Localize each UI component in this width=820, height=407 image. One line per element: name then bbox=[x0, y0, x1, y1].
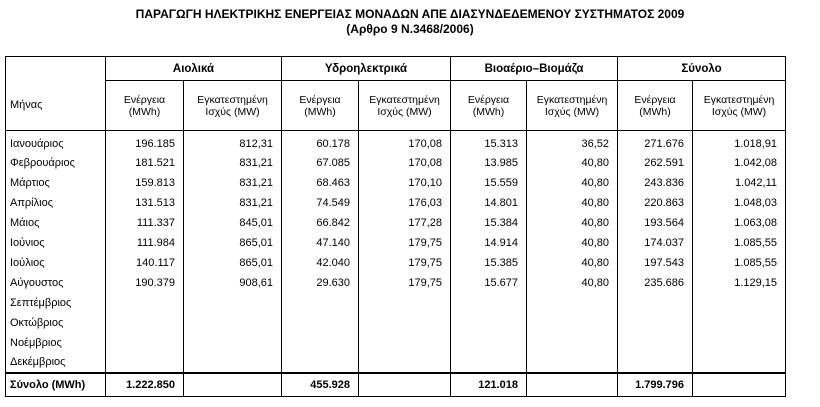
value-cell: 179,75 bbox=[359, 253, 451, 273]
value-cell: 1.085,55 bbox=[693, 253, 786, 273]
total-row bbox=[6, 373, 786, 397]
month-cell: Νοέμβριος bbox=[6, 333, 106, 353]
header-line: (MWh) bbox=[128, 105, 161, 118]
value-cell: 40,80 bbox=[527, 173, 618, 193]
value-cell bbox=[359, 353, 451, 373]
month-cell: Ιούλιος bbox=[6, 253, 106, 273]
month-cell: Σεπτέμβριος bbox=[6, 293, 106, 313]
value-cell: 13.985 bbox=[451, 153, 527, 173]
value-cell bbox=[282, 313, 359, 333]
value-cell: 15.677 bbox=[451, 273, 527, 293]
value-cell: 14.801 bbox=[451, 193, 527, 213]
table-row bbox=[6, 213, 786, 233]
value-cell: 40,80 bbox=[527, 253, 618, 273]
value-cell: 159.813 bbox=[106, 173, 184, 193]
header-line: Ισχύς (MW) bbox=[711, 105, 767, 118]
value-cell bbox=[359, 313, 451, 333]
sub-header-row bbox=[6, 81, 786, 131]
value-cell: 42.040 bbox=[282, 253, 359, 273]
value-cell bbox=[618, 293, 693, 313]
total-value-cell: 1.222.850 bbox=[106, 373, 184, 397]
group-header-hydro: Υδροηλεκτρικά bbox=[282, 57, 451, 81]
value-cell: 67.085 bbox=[282, 153, 359, 173]
header-line: Εγκατεστημένη bbox=[197, 93, 268, 106]
installed-power-mw-header bbox=[693, 81, 786, 131]
value-cell: 179,75 bbox=[359, 233, 451, 253]
energy-mwh-header bbox=[106, 81, 184, 131]
value-cell: 170,08 bbox=[359, 153, 451, 173]
value-cell bbox=[184, 293, 282, 313]
value-cell bbox=[451, 333, 527, 353]
value-cell: 220.863 bbox=[618, 193, 693, 213]
header-line: Ενέργεια bbox=[634, 93, 676, 106]
value-cell: 60.178 bbox=[282, 131, 359, 153]
value-cell: 15.313 bbox=[451, 131, 527, 153]
table-row bbox=[6, 293, 786, 313]
value-cell: 74.549 bbox=[282, 193, 359, 213]
month-cell: Αύγουστος bbox=[6, 273, 106, 293]
value-cell bbox=[527, 333, 618, 353]
value-cell bbox=[693, 333, 786, 353]
header-line: Εγκατεστημένη bbox=[369, 93, 440, 106]
group-header-wind: Αιολικά bbox=[106, 57, 282, 81]
value-cell: 243.836 bbox=[618, 173, 693, 193]
value-cell bbox=[282, 333, 359, 353]
table-row bbox=[6, 193, 786, 213]
header-line: (MWh) bbox=[639, 105, 671, 118]
table-row bbox=[6, 153, 786, 173]
installed-power-mw-header bbox=[184, 81, 282, 131]
value-cell: 865,01 bbox=[184, 253, 282, 273]
value-cell: 40,80 bbox=[527, 273, 618, 293]
empty-corner-cell bbox=[6, 57, 106, 81]
report-subtitle: (Αρθρο 9 Ν.3468/2006) bbox=[346, 22, 474, 36]
total-value-cell: 455.928 bbox=[282, 373, 359, 397]
value-cell bbox=[527, 313, 618, 333]
value-cell: 908,61 bbox=[184, 273, 282, 293]
value-cell bbox=[184, 333, 282, 353]
header-line: (MWh) bbox=[304, 105, 336, 118]
value-cell bbox=[106, 333, 184, 353]
header-line: Ισχύς (MW) bbox=[377, 105, 432, 118]
table-row bbox=[6, 233, 786, 253]
value-cell: 15.559 bbox=[451, 173, 527, 193]
value-cell bbox=[693, 293, 786, 313]
value-cell bbox=[618, 313, 693, 333]
group-header-biogas: Βιοαέριο–Βιομάζα bbox=[451, 57, 618, 81]
header-line: Ενέργεια bbox=[467, 93, 510, 106]
value-cell: 1.129,15 bbox=[693, 273, 786, 293]
value-cell bbox=[451, 313, 527, 333]
value-cell: 111.984 bbox=[106, 233, 184, 253]
value-cell: 29.630 bbox=[282, 273, 359, 293]
value-cell bbox=[618, 333, 693, 353]
value-cell: 131.513 bbox=[106, 193, 184, 213]
value-cell: 40,80 bbox=[527, 233, 618, 253]
value-cell bbox=[359, 293, 451, 313]
table-row bbox=[6, 253, 786, 273]
value-cell bbox=[451, 293, 527, 313]
value-cell bbox=[282, 353, 359, 373]
value-cell bbox=[618, 353, 693, 373]
value-cell: 176,03 bbox=[359, 193, 451, 213]
header-line: (MWh) bbox=[472, 105, 505, 118]
month-cell: Ιανουάριος bbox=[6, 131, 106, 153]
value-cell: 193.564 bbox=[618, 213, 693, 233]
value-cell: 174.037 bbox=[618, 233, 693, 253]
value-cell: 262.591 bbox=[618, 153, 693, 173]
total-label: Σύνολο (MWh) bbox=[6, 373, 106, 397]
report-title: ΠΑΡΑΓΩΓΗ ΗΛΕΚΤΡΙΚΗΣ ΕΝΕΡΓΕΙΑΣ ΜΟΝΑΔΩΝ ΑΠΕ ΔΙΑΣΥΝΔΕΔΕΜΕΝΟΥ ΣΥΣΤΗΜΑΤΟΣ 2009 bbox=[135, 7, 685, 21]
value-cell: 170,08 bbox=[359, 131, 451, 153]
value-cell: 40,80 bbox=[527, 153, 618, 173]
total-value-cell: 121.018 bbox=[451, 373, 527, 397]
value-cell: 181.521 bbox=[106, 153, 184, 173]
total-value-cell bbox=[527, 373, 618, 397]
total-value-cell bbox=[359, 373, 451, 397]
installed-power-mw-header bbox=[359, 81, 451, 131]
production-table bbox=[5, 56, 786, 397]
energy-mwh-header bbox=[282, 81, 359, 131]
value-cell: 15.384 bbox=[451, 213, 527, 233]
table-row bbox=[6, 353, 786, 373]
value-cell: 1.042,11 bbox=[693, 173, 786, 193]
installed-power-mw-header bbox=[527, 81, 618, 131]
month-cell: Μάρτιος bbox=[6, 173, 106, 193]
table-row bbox=[6, 131, 786, 153]
group-header-total: Σύνολο bbox=[618, 57, 786, 81]
value-cell: 179,75 bbox=[359, 273, 451, 293]
value-cell: 196.185 bbox=[106, 131, 184, 153]
total-value-cell bbox=[184, 373, 282, 397]
value-cell: 1.085,55 bbox=[693, 233, 786, 253]
value-cell: 831,21 bbox=[184, 153, 282, 173]
value-cell: 36,52 bbox=[527, 131, 618, 153]
value-cell: 177,28 bbox=[359, 213, 451, 233]
value-cell: 111.337 bbox=[106, 213, 184, 233]
month-cell: Φεβρουάριος bbox=[6, 153, 106, 173]
value-cell: 865,01 bbox=[184, 233, 282, 253]
value-cell: 235.686 bbox=[618, 273, 693, 293]
value-cell: 1.042,08 bbox=[693, 153, 786, 173]
value-cell: 14.914 bbox=[451, 233, 527, 253]
table-row bbox=[6, 173, 786, 193]
energy-mwh-header bbox=[618, 81, 693, 131]
energy-mwh-header bbox=[451, 81, 527, 131]
header-line: Ενέργεια bbox=[123, 93, 166, 106]
value-cell bbox=[106, 293, 184, 313]
table-row bbox=[6, 333, 786, 353]
header-line: Ισχύς (MW) bbox=[544, 105, 600, 118]
value-cell: 271.676 bbox=[618, 131, 693, 153]
value-cell: 197.543 bbox=[618, 253, 693, 273]
value-cell bbox=[451, 353, 527, 373]
value-cell: 190.379 bbox=[106, 273, 184, 293]
value-cell bbox=[282, 293, 359, 313]
value-cell: 40,80 bbox=[527, 193, 618, 213]
value-cell bbox=[527, 293, 618, 313]
value-cell: 1.063,08 bbox=[693, 213, 786, 233]
value-cell: 66.842 bbox=[282, 213, 359, 233]
month-cell: Οκτώβριος bbox=[6, 313, 106, 333]
group-header-row bbox=[6, 57, 786, 81]
value-cell: 831,21 bbox=[184, 173, 282, 193]
value-cell: 845,01 bbox=[184, 213, 282, 233]
header-line: Ισχύς (MW) bbox=[205, 105, 260, 118]
month-cell: Δεκέμβριος bbox=[6, 353, 106, 373]
value-cell: 47.140 bbox=[282, 233, 359, 253]
value-cell bbox=[693, 353, 786, 373]
value-cell: 15.385 bbox=[451, 253, 527, 273]
header-line: Ενέργεια bbox=[299, 93, 341, 106]
value-cell: 68.463 bbox=[282, 173, 359, 193]
value-cell: 831,21 bbox=[184, 193, 282, 213]
month-cell: Ιούνιος bbox=[6, 233, 106, 253]
value-cell bbox=[359, 333, 451, 353]
total-value-cell bbox=[693, 373, 786, 397]
total-value-cell: 1.799.796 bbox=[618, 373, 693, 397]
header-line: Εγκατεστημένη bbox=[536, 93, 608, 106]
value-cell: 170,10 bbox=[359, 173, 451, 193]
value-cell bbox=[527, 353, 618, 373]
value-cell: 140.117 bbox=[106, 253, 184, 273]
value-cell: 1.018,91 bbox=[693, 131, 786, 153]
month-column-header: Μήνας bbox=[6, 81, 106, 131]
month-cell: Απρίλιος bbox=[6, 193, 106, 213]
value-cell bbox=[106, 353, 184, 373]
table-row bbox=[6, 313, 786, 333]
value-cell bbox=[106, 313, 184, 333]
value-cell: 40,80 bbox=[527, 213, 618, 233]
value-cell bbox=[693, 313, 786, 333]
value-cell bbox=[184, 313, 282, 333]
value-cell: 812,31 bbox=[184, 131, 282, 153]
table-row bbox=[6, 273, 786, 293]
month-cell: Μάιος bbox=[6, 213, 106, 233]
header-line: Εγκατεστημένη bbox=[703, 93, 775, 106]
value-cell: 1.048,03 bbox=[693, 193, 786, 213]
value-cell bbox=[184, 353, 282, 373]
